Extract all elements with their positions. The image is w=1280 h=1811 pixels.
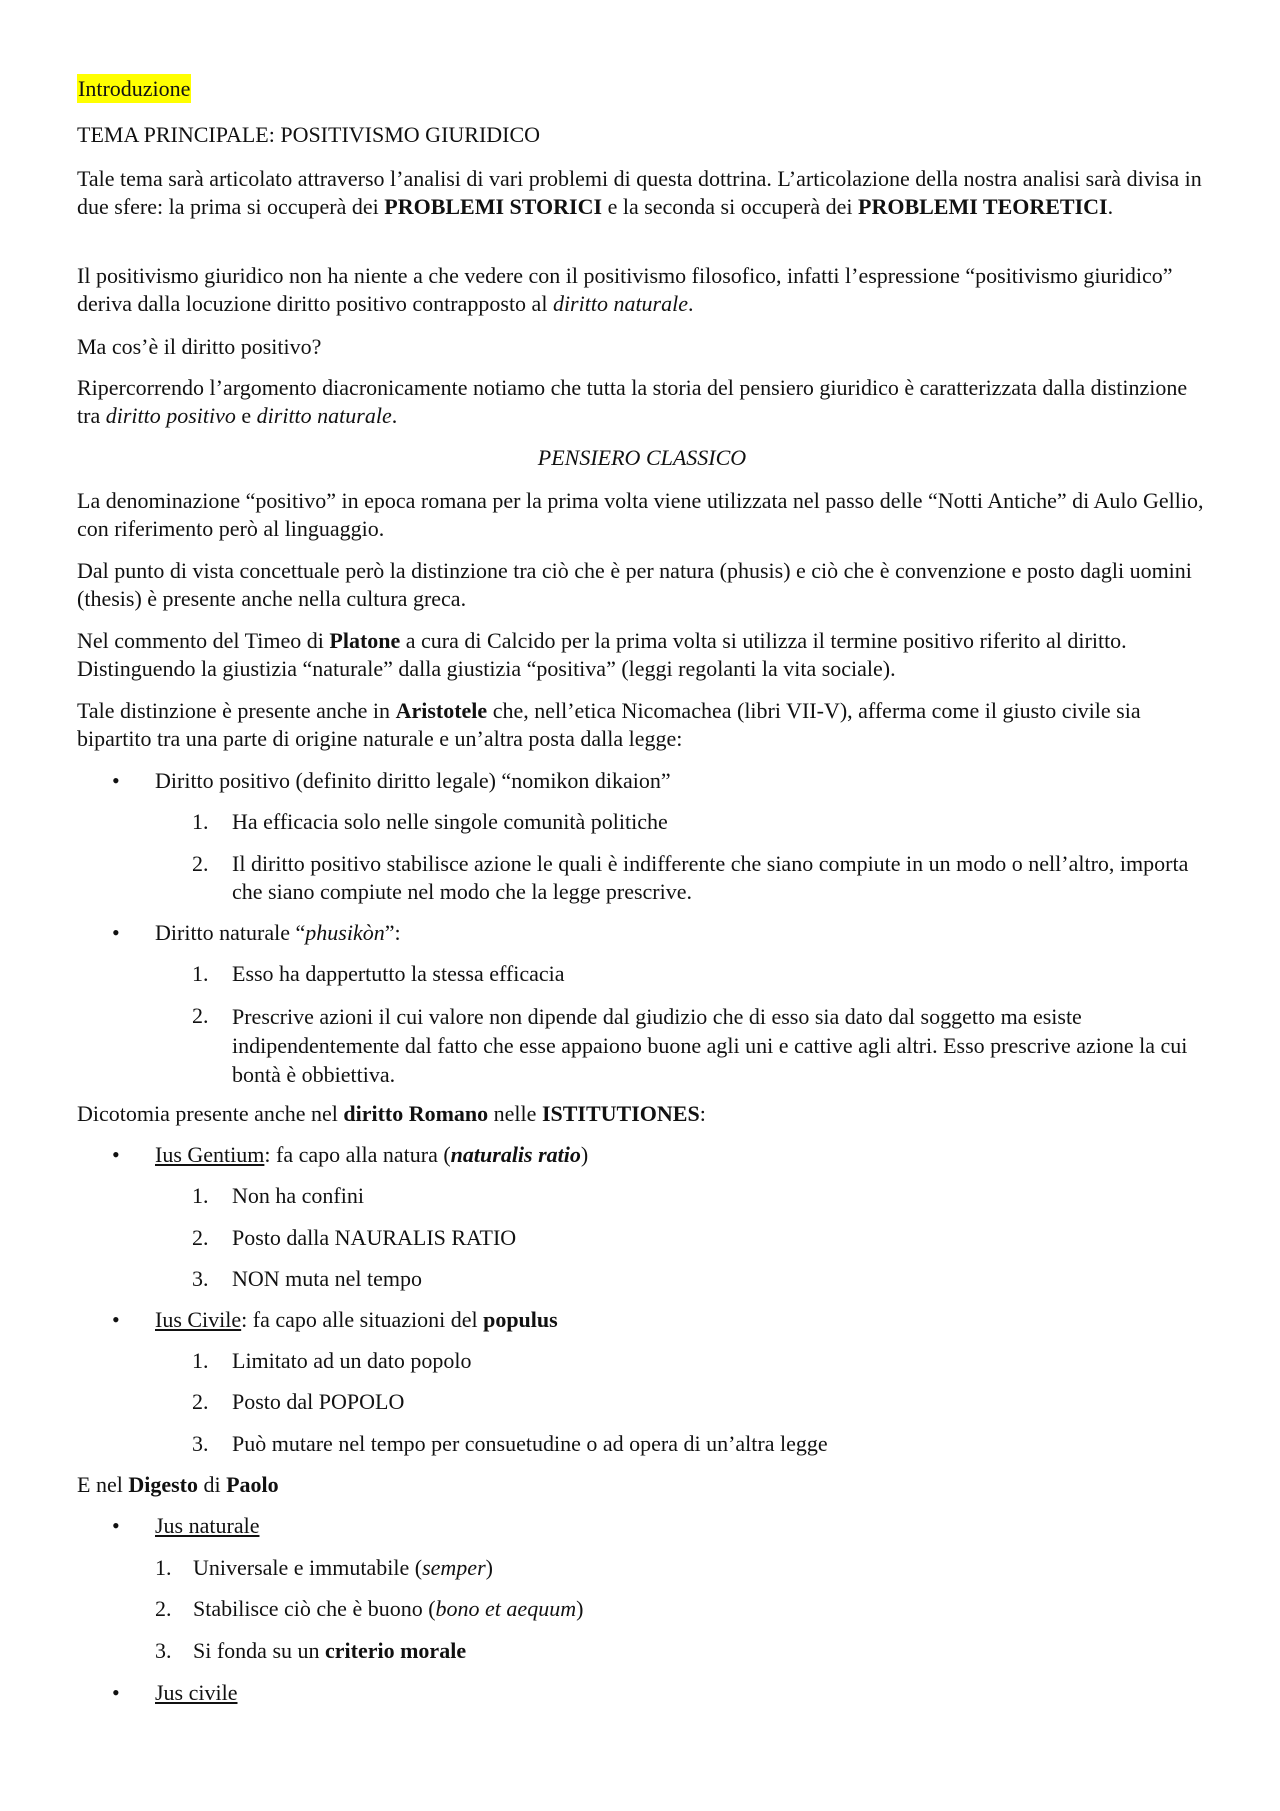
list-item: 1. Non ha confini [192, 1183, 364, 1208]
main-theme: TEMA PRINCIPALE: POSITIVISMO GIURIDICO [77, 122, 541, 147]
list-item: 2. Il diritto positivo stabilisce azione le quali è indifferente che siano compiute in un modo o nell’altro, importa che siano compiute nel modo che la legge prescrive. [192, 851, 1189, 904]
paragraph-5: La denominazione “positivo” in epoca romana per la prima volta viene utilizzata nel passo delle “Notti Antiche” di Aulo Gellio, con riferimento però al linguaggio. [77, 488, 1204, 541]
list-item: • Ius Gentium: fa capo alla natura (naturalis ratio) [112, 1142, 589, 1167]
list-item: 1. Ha efficacia solo nelle singole comunità politiche [192, 809, 668, 834]
list-item: 1. Esso ha dappertutto la stessa efficacia [192, 961, 565, 986]
bullet-icon: • [112, 920, 120, 945]
section-heading: PENSIERO CLASSICO [537, 445, 747, 470]
list-item: • Diritto naturale “phusikòn”: [112, 920, 401, 945]
bullet-icon: • [112, 1513, 120, 1538]
paragraph-6: Dal punto di vista concettuale però la distinzione tra ciò che è per natura (phusis) e ciò che è convenzione e posto dagli uomini (thesis) è presente anche nella cultura greca. [77, 558, 1192, 611]
list-item: 3. Si fonda su un criterio morale [155, 1638, 467, 1663]
list-item: • Diritto positivo (definito diritto legale) “nomikon dikaion” [112, 768, 671, 793]
list-item: • Jus naturale [112, 1513, 260, 1538]
bullet-icon: • [112, 1680, 120, 1705]
paragraph-3: Ma cos’è il diritto positivo? [77, 334, 322, 359]
list-item: 3. Può mutare nel tempo per consuetudine o ad opera di un’altra legge [192, 1431, 828, 1456]
list-item: • Ius Civile: fa capo alle situazioni del populus [112, 1307, 558, 1332]
list-item: 2. Posto dal POPOLO [192, 1389, 405, 1414]
bullet-icon: • [112, 768, 120, 793]
section-title [77, 75, 1207, 103]
paragraph-8: Tale distinzione è presente anche in Aristotele che, nell’etica Nicomachea (libri VII-V), afferma come il giusto civile sia bipartito tra una parte di origine naturale e un’altra posta dalla legge: [77, 698, 1141, 751]
paragraph-4: Ripercorrendo l’argomento diacronicamente notiamo che tutta la storia del pensiero giuridico è caratterizzata dalla distinzione tra diritto positivo e diritto naturale. [77, 375, 1188, 428]
paragraph-1: Tale tema sarà articolato attraverso l’analisi di vari problemi di questa dottrina. L’articolazione della nostra analisi sarà divisa in due sfere: la prima si occuperà dei PROBLEMI STORICI e la seconda si occuperà dei PROBLEMI TEORETICI. [77, 166, 1202, 219]
paragraph-7: Nel commento del Timeo di Platone a cura di Calcido per la prima volta si utilizza il termine positivo riferito al diritto. Distinguendo la giustizia “naturale” dalla giustizia “positiva” (leggi regolanti la vita sociale). [77, 628, 1127, 681]
list-item: • Jus civile [112, 1680, 238, 1705]
paragraph-2: Il positivismo giuridico non ha niente a che vedere con il positivismo filosofico, infatti l’espressione “positivismo giuridico” deriva dalla locuzione diritto positivo contrapposto al diritto naturale. [77, 263, 1173, 316]
list-item: 2. Posto dalla NAURALIS RATIO [192, 1225, 517, 1250]
paragraph-9: Dicotomia presente anche nel diritto Romano nelle ISTITUTIONES: [77, 1101, 706, 1126]
list-item: 2. Prescrive azioni il cui valore non dipende dal giudizio che di esso sia dato dal soggetto ma esiste indipendentemente dal fatto che esse appaiono buone agli uni e cattive agli altri. Esso prescrive azione la cui bontà è obbiettiva. [192, 1003, 1188, 1087]
highlighted-title: Introduzione [78, 76, 191, 101]
list-item: 3. NON muta nel tempo [192, 1266, 423, 1291]
bullet-icon: • [112, 1142, 120, 1167]
list-item: 2. Stabilisce ciò che è buono (bono et aequum) [155, 1596, 584, 1621]
paragraph-10: E nel Digesto di Paolo [77, 1472, 279, 1497]
bullet-icon: • [112, 1307, 120, 1332]
list-item: 1. Limitato ad un dato popolo [192, 1348, 472, 1373]
list-item: 1. Universale e immutabile (semper) [155, 1555, 493, 1580]
